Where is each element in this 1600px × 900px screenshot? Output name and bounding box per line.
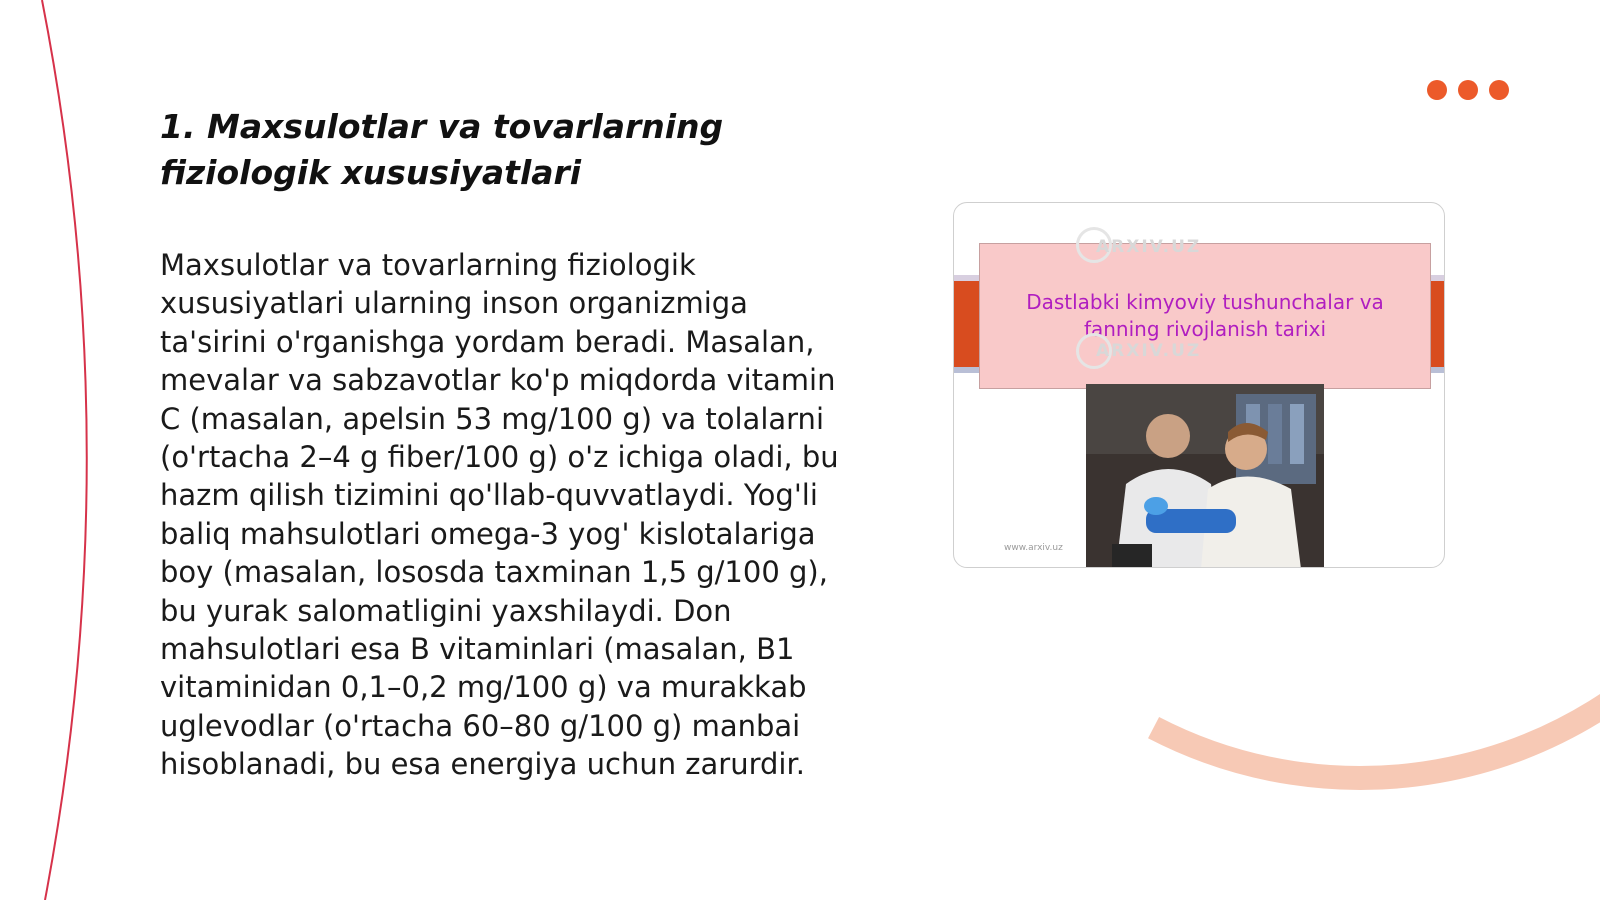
- watermark-text: ARXIV.UZ: [1096, 341, 1202, 361]
- slide-body-text: Maxsulotlar va tovarlarning fiziologik xususiyatlari ularning inson organizmiga ta'sirini o'rganishga yordam beradi. Masalan, mevalar va sabzavotlar ko'p miqdorda vitamin C (masalan, apelsin 53 mg/100 g) va tolalarni (o'rtacha 2–4 g fiber/100 g) o'z ichiga oladi, bu hazm qilish tizimini qo'llab-quvvatlaydi. Yog'li baliq mahsulotlari omega-3 yog' kislotalariga boy (masalan, lososda taxminan 1,5 g/100 g), bu yurak salomatligini yaxshilaydi. Don mahsulotlari esa B vitaminlari (masalan, B1 vitaminidan 0,1–0,2 mg/100 g) va murakkab uglevodlar (o'rtacha 60–80 g/100 g) manbai hisoblanadi, bu esa energiya uchun zarurdir.: [160, 248, 839, 782]
- slide-title: 1. Maxsulotlar va tovarlarning fiziologik xususiyatlari: [160, 107, 724, 192]
- dot: [1489, 80, 1509, 100]
- card-title-panel: [979, 243, 1431, 389]
- thumbnail-card: [953, 202, 1445, 568]
- scientists-photo: [1086, 384, 1324, 568]
- dot: [1458, 80, 1478, 100]
- watermark-text: ARXIV.UZ: [1096, 237, 1202, 257]
- card-url: www.arxiv.uz: [1004, 543, 1063, 553]
- card-title: Dastlabki kimyoviy tushunchalar va fanning rivojlanish tarixi: [1026, 290, 1384, 341]
- left-curve-line: [42, 0, 87, 900]
- dot: [1427, 80, 1447, 100]
- more-dots-icon: [1427, 80, 1509, 100]
